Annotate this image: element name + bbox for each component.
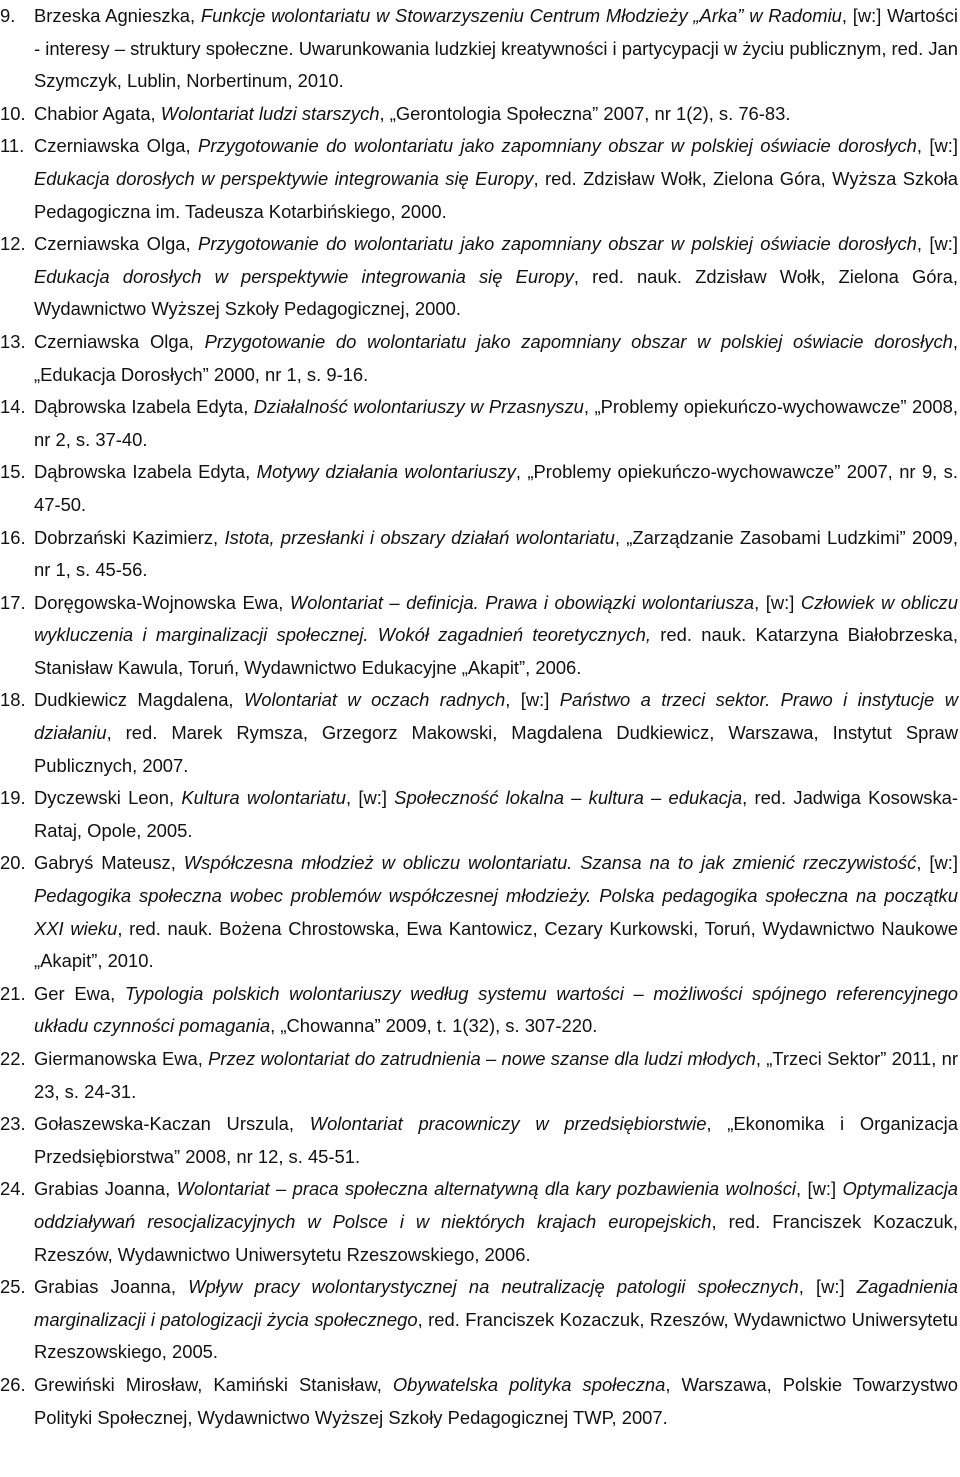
entry-title-italic: Edukacja dorosłych w perspektywie integrowania się Europy <box>34 265 574 287</box>
entry-title-italic: Wolontariat pracowniczy w przedsiębiorstwie <box>309 1113 707 1135</box>
entry-text: , [w:] <box>916 233 958 255</box>
entry-title-italic: Istota, przesłanki i obszary działań wolontariatu <box>224 526 615 548</box>
entry-text: , [w:] <box>346 787 395 809</box>
entry-text: Brzeska Agnieszka, <box>34 5 201 26</box>
entry-text: Dobrzański Kazimierz, <box>34 526 225 548</box>
entry-text: red. nauk. Katarzyna Białobrzeska, Stanisław Kawula, Toruń, Wydawnictwo Edukacyjne „Akapit”, 2006. <box>34 624 959 678</box>
entry-text: , [w:] <box>754 591 801 613</box>
entry-text: Grabias Joanna, <box>34 1178 177 1200</box>
entry-title-italic: Obywatelska polityka społeczna <box>392 1373 666 1395</box>
entry-number: 24. <box>0 1178 26 1200</box>
entry-title-italic: Optymalizacja oddziaływań resocjalizacyjnych w Polsce i w niektórych krajach europejskich <box>34 1178 959 1232</box>
entry-title-italic: Wolontariat – definicja. Prawa i obowiązki wolontariusza <box>289 591 755 613</box>
entry-text: , red. Franciszek Kozaczuk, Rzeszów, Wydawnictwo Uniwersytetu Rzeszowskiego, 2006. <box>34 1210 958 1265</box>
entry-number: 23. <box>0 1113 26 1135</box>
entry-text: Dyczewski Leon, <box>34 787 182 809</box>
entry-text: Giermanowska Ewa, <box>34 1048 209 1069</box>
entry-title-italic: Edukacja dorosłych w perspektywie integrowania się Europy <box>34 167 534 189</box>
entry-number: 10. <box>0 102 26 124</box>
entry-text: , [w:] <box>916 852 959 874</box>
entry-text: , [w:] Wartości - interesy – struktury społeczne. Uwarunkowania ludzkiej kreatywności i partycypacji w życiu publicznym, red. Jan Szymczyk, Lublin, Norbertinum, 2010. <box>34 5 958 92</box>
bibliography-entry <box>0 1369 958 1434</box>
bibliography-entry <box>0 1043 958 1108</box>
entry-text: , „Gerontologia Społeczna” 2007, nr 1(2), s. 76-83. <box>379 102 791 124</box>
entry-title-italic: Społeczność lokalna – kultura – edukacja <box>394 787 743 809</box>
entry-number: 14. <box>0 396 26 418</box>
bibliography-entry <box>0 0 958 98</box>
entry-title-italic: Przygotowanie do wolontariatu jako zapomniany obszar w polskiej oświacie dorosłych <box>198 135 917 157</box>
entry-number: 13. <box>0 330 26 352</box>
bibliography-entry <box>0 978 958 1043</box>
entry-title-italic: Wolontariat w oczach radnych <box>243 689 506 711</box>
entry-number: 9. <box>0 5 16 26</box>
entry-title-italic: Przez wolontariat do zatrudnienia – nowe szanse dla ludzi młodych <box>208 1048 756 1069</box>
entry-text: , „Chowanna” 2009, t. 1(32), s. 307-220. <box>270 1015 598 1037</box>
entry-text: , Warszawa, Polskie Towarzystwo Polityki Społecznej, Wydawnictwo Wyższej Szkoły Pedagogicznej TWP, 2007. <box>34 1373 959 1428</box>
bibliography-entry <box>0 522 958 587</box>
entry-number: 11. <box>0 135 25 157</box>
entry-text: Chabior Agata, <box>34 102 161 124</box>
entry-text: Grabias Joanna, <box>34 1276 189 1298</box>
entry-number: 18. <box>0 689 26 711</box>
entry-title-italic: Wpływ pracy wolontarystycznej na neutralizację patologii społecznych <box>188 1276 799 1298</box>
entry-text: Czerniawska Olga, <box>34 330 205 352</box>
entry-text: Dudkiewicz Magdalena, <box>34 689 244 711</box>
entry-text: Dąbrowska Izabela Edyta, <box>34 396 254 418</box>
bibliography-entry <box>0 98 958 131</box>
entry-number: 19. <box>0 787 26 809</box>
entry-text: , „Zarządzanie Zasobami Ludzkimi” 2009, nr 1, s. 45-56. <box>34 526 959 581</box>
entry-number: 21. <box>0 982 26 1004</box>
bibliography-entry <box>0 684 958 782</box>
entry-title-italic: Wolontariat – praca społeczna alternatywną dla kary pozbawienia wolności <box>176 1178 797 1200</box>
bibliography-entry <box>0 587 958 685</box>
entry-text: Gołaszewska-Kaczan Urszula, <box>34 1113 310 1135</box>
bibliography-entry <box>0 782 958 847</box>
bibliography-entry <box>0 1173 958 1271</box>
entry-number: 20. <box>0 852 26 874</box>
entry-text: , [w:] <box>796 1178 843 1200</box>
entry-title-italic: Typologia polskich wolontariuszy według systemu wartości – możliwości spójnego referencyjnego układu czynności pomagania <box>34 982 958 1037</box>
entry-title-italic: Wolontariat ludzi starszych <box>160 102 380 124</box>
entry-title-italic: Kultura wolontariatu <box>181 787 346 809</box>
entry-title-italic: Przygotowanie do wolontariatu jako zapomniany obszar w polskiej oświacie dorosłych <box>204 330 953 352</box>
bibliography-entry <box>0 847 958 977</box>
entry-title-italic: Człowiek w obliczu wykluczenia i marginalizacji społecznej. Wokół zagadnień teoretycznych, <box>34 591 958 646</box>
bibliography-entry <box>0 228 958 326</box>
entry-text: , red. Franciszek Kozaczuk, Rzeszów, Wydawnictwo Uniwersytetu Rzeszowskiego, 2005. <box>34 1308 958 1363</box>
entry-text: Czerniawska Olga, <box>34 135 199 157</box>
entry-text: , „Edukacja Dorosłych” 2000, nr 1, s. 9-16. <box>34 330 958 385</box>
entry-text: , red. nauk. Bożena Chrostowska, Ewa Kantowicz, Cezary Kurkowski, Toruń, Wydawnictwo Naukowe „Akapit”, 2010. <box>34 917 958 972</box>
entry-text: , red. Zdzisław Wołk, Zielona Góra, Wyższa Szkoła Pedagogiczna im. Tadeusza Kotarbińskiego, 2000. <box>34 167 958 222</box>
entry-text: , [w:] <box>798 1276 857 1298</box>
entry-text: , „Problemy opiekuńczo-wychowawcze” 2007, nr 9, s. 47-50. <box>34 461 958 515</box>
entry-title-italic: Zagadnienia marginalizacji i patologizacji życia społecznego <box>34 1276 958 1330</box>
entry-text: , red. Marek Rymsza, Grzegorz Makowski, Magdalena Dudkiewicz, Warszawa, Instytut Spraw Publicznych, 2007. <box>34 722 958 776</box>
entry-number: 12. <box>0 233 26 255</box>
bibliography-entry <box>0 1271 958 1369</box>
entry-title-italic: Motywy działania wolontariuszy <box>256 461 516 483</box>
bibliography-entry <box>0 326 958 391</box>
entry-text: , red. nauk. Zdzisław Wołk, Zielona Góra, Wydawnictwo Wyższej Szkoły Pedagogicznej, 2000. <box>34 265 958 320</box>
entry-title-italic: Funkcje wolontariatu w Stowarzyszeniu Centrum Młodzieży „Arka” w Radomiu <box>200 5 842 26</box>
entry-title-italic: Współczesna młodzież w obliczu wolontariatu. Szansa na to jak zmienić rzeczywistość <box>183 852 917 874</box>
entry-text: Czerniawska Olga, <box>34 233 199 255</box>
entry-title-italic: Działalność wolontariuszy w Przasnyszu <box>253 396 584 418</box>
bibliography-entry <box>0 130 958 228</box>
entry-title-italic: Pedagogika społeczna wobec problemów współczesnej młodzieży. Polska pedagogika społeczna na początku XXI wieku <box>34 885 958 939</box>
entry-number: 22. <box>0 1048 26 1069</box>
entry-number: 17. <box>0 591 26 613</box>
entry-number: 25. <box>0 1276 26 1298</box>
entry-text: , red. Jadwiga Kosowska-Rataj, Opole, 2005. <box>34 787 959 841</box>
bibliography-entry <box>0 391 958 456</box>
entry-text: , „Ekonomika i Organizacja Przedsiębiorstwa” 2008, nr 12, s. 45-51. <box>34 1113 958 1167</box>
entry-text: Doręgowska-Wojnowska Ewa, <box>34 591 290 613</box>
entry-title-italic: Przygotowanie do wolontariatu jako zapomniany obszar w polskiej oświacie dorosłych <box>198 233 917 255</box>
entry-number: 26. <box>0 1373 26 1395</box>
entry-title-italic: Państwo a trzeci sektor. Prawo i instytucje w działaniu <box>34 689 958 744</box>
bibliography-entry <box>0 456 958 521</box>
entry-text: Dąbrowska Izabela Edyta, <box>34 461 257 483</box>
entry-number: 16. <box>0 526 26 548</box>
entry-text: , „Problemy opiekuńczo-wychowawcze” 2008, nr 2, s. 37-40. <box>34 396 958 450</box>
entry-text: Ger Ewa, <box>34 982 125 1004</box>
entry-text: , [w:] <box>505 689 560 711</box>
entry-text: Gabryś Mateusz, <box>34 852 184 874</box>
entry-text: , „Trzeci Sektor” 2011, nr 23, s. 24-31. <box>34 1048 958 1102</box>
bibliography-entry <box>0 1108 958 1173</box>
entry-number: 15. <box>0 461 26 483</box>
entry-text: , [w:] <box>916 135 958 157</box>
entry-text: Grewiński Mirosław, Kamiński Stanisław, <box>34 1373 393 1395</box>
